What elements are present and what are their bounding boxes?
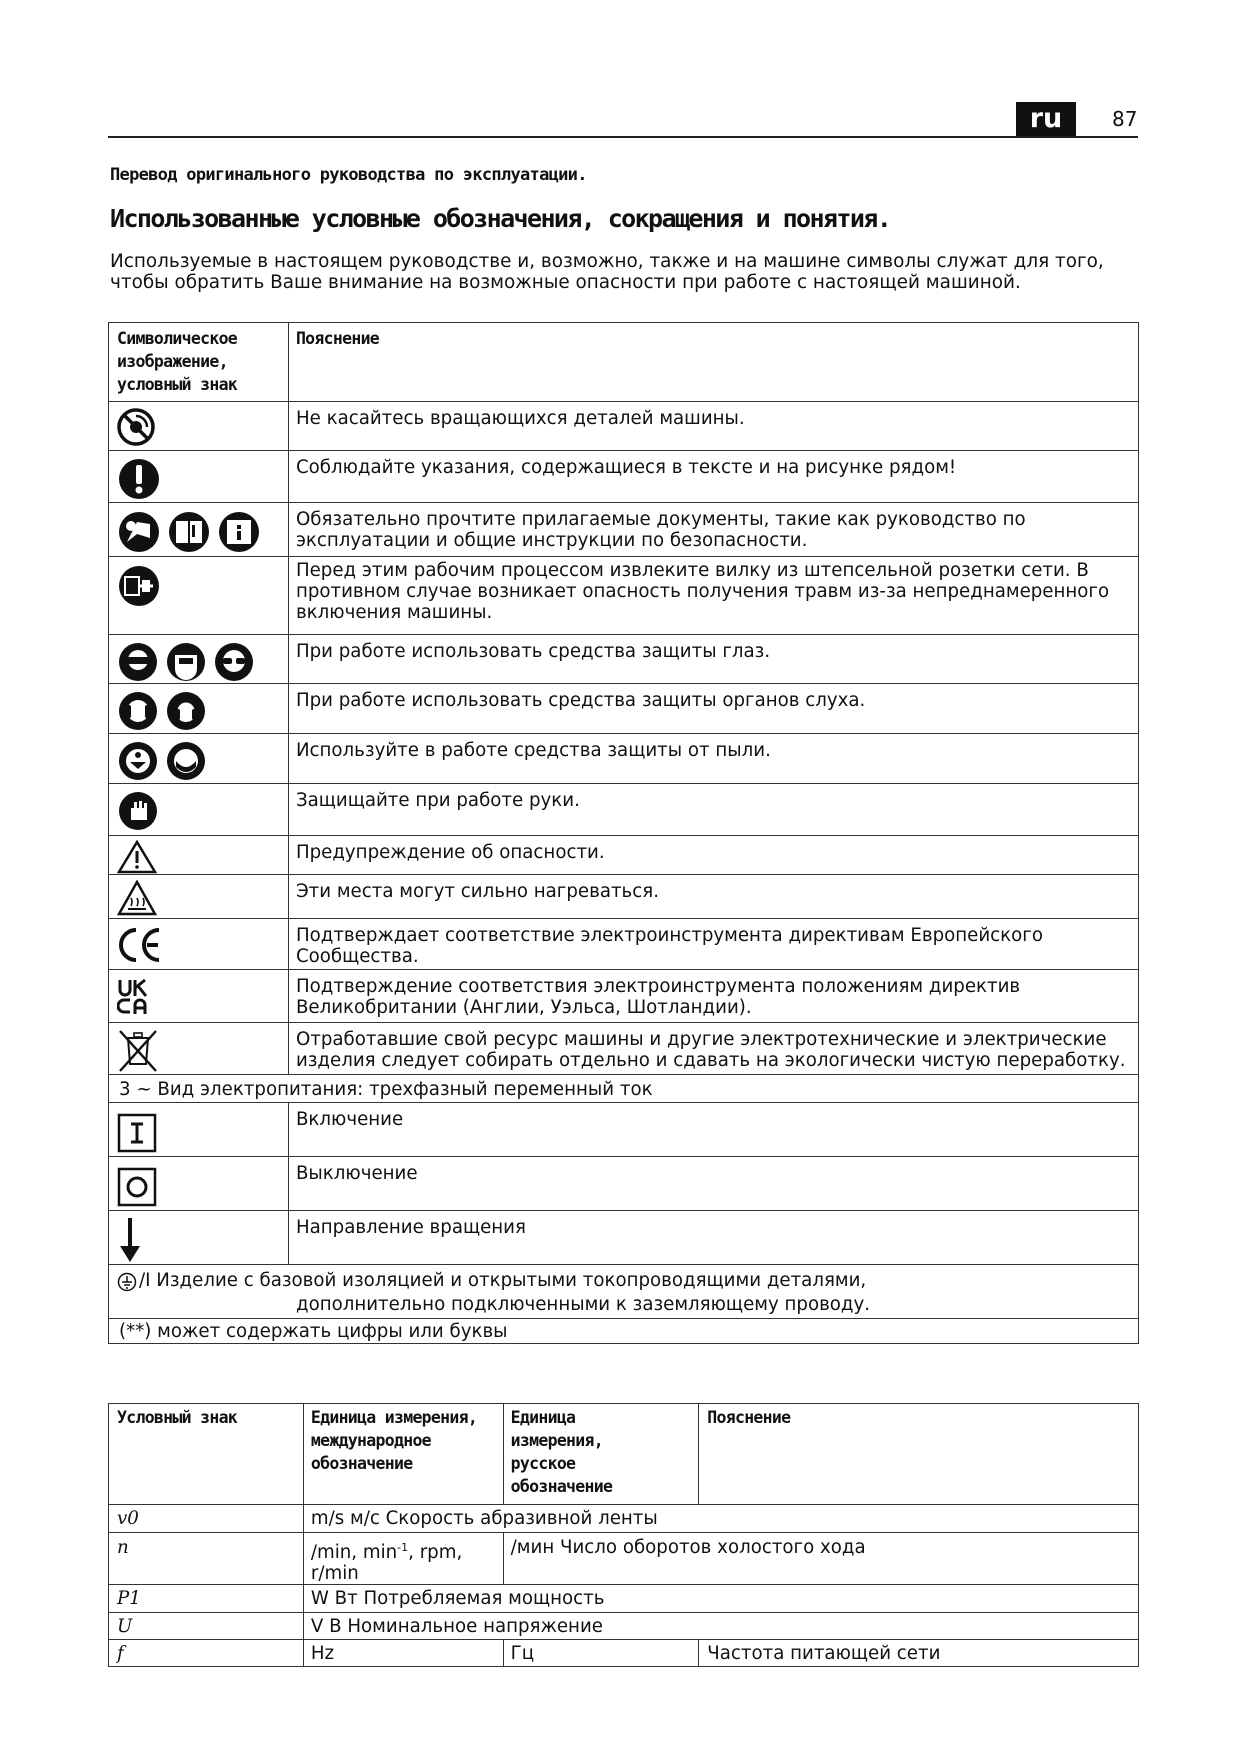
power-off-icon	[117, 1167, 157, 1207]
row-u-text: V В Номинальное напряжение	[310, 1616, 603, 1638]
header-ru-unit: Единица измерения, русское обозначение	[510, 1408, 613, 1496]
header-explanation: Пояснение	[295, 329, 380, 348]
row-p1-text: W Вт Потребляемая мощность	[310, 1588, 605, 1610]
language-badge: ru	[1016, 102, 1076, 136]
header-divider	[108, 136, 1138, 138]
ear-muffs-icon	[165, 690, 207, 732]
row-text: Эти места могут сильно нагреваться.	[295, 881, 659, 902]
ce-mark-icon	[117, 926, 163, 964]
table-row	[109, 635, 1139, 684]
page-number: 87	[1112, 107, 1138, 131]
units-table	[108, 1403, 1139, 1667]
table-row	[109, 402, 1139, 451]
power-on-icon	[117, 1113, 157, 1153]
header-symbol: Условный знак	[117, 1408, 238, 1427]
read-manual-icon	[117, 510, 161, 554]
unit-n-intl: /min, $\min^{-1}$, rpm, r/min	[310, 1541, 463, 1585]
row-text: Отработавшие свой ресурс машины и другие электротехнические и электрические изделия следует собирать отдельно и сдавать на экологически чистую переработку.	[295, 1029, 1126, 1071]
unit-f-intl: Hz	[310, 1643, 335, 1665]
row-text: Подтверждает соответствие электроинструмента директивам Европейского Сообщества.	[295, 925, 1043, 967]
exclamation-icon	[117, 457, 161, 501]
table-row	[109, 919, 1139, 970]
table-row	[109, 1640, 1139, 1667]
row-text: Предупреждение об опасности.	[295, 842, 605, 863]
row-text: Перед этим рабочим процессом извлеките вилку из штепсельной розетки сети. В противном случае возникает опасность получения травм из-за непреднамеренного включения машины.	[295, 560, 1110, 623]
eye-protection-icon	[117, 641, 159, 683]
row-text: Направление вращения	[295, 1217, 526, 1238]
weee-bin-icon	[117, 1028, 159, 1074]
table-row	[109, 734, 1139, 784]
protective-earth-icon-wrap	[117, 1272, 137, 1296]
intro-paragraph: Используемые в настоящем руководстве и, возможно, также и на машине символы служат для того, чтобы обратить Ваше внимание на возможные опасности при работе с настоящей машиной.	[110, 251, 1104, 293]
unplug-icon	[117, 564, 161, 608]
row-text: При работе использовать средства защиты глаз.	[295, 641, 771, 662]
table-row	[109, 875, 1139, 919]
row-text: Защищайте при работе руки.	[295, 790, 580, 811]
goggles-icon	[213, 641, 255, 683]
row-n-text: /мин Число оборотов холостого хода	[510, 1537, 866, 1558]
table-row	[109, 1075, 1139, 1103]
table-row	[109, 1103, 1139, 1157]
unit-f-explanation: Частота питающей сети	[707, 1643, 941, 1665]
symbol-p1: P1	[117, 1588, 141, 1610]
table-row	[109, 1023, 1139, 1075]
no-touch-rotating-icon	[117, 408, 155, 446]
manual-book-icon	[167, 510, 211, 554]
ukca-mark-icon	[117, 977, 151, 1017]
symbol-u: U	[117, 1616, 133, 1638]
row-text: Выключение	[295, 1163, 418, 1184]
row-text: Не касайтесь вращающихся деталей машины.	[295, 408, 745, 429]
row-text: При работе использовать средства защиты органов слуха.	[295, 690, 866, 711]
table-header-row	[109, 1404, 1139, 1505]
table-row	[109, 557, 1139, 635]
table-row	[109, 1265, 1139, 1319]
warning-triangle-icon	[117, 840, 157, 874]
symbols-table	[108, 322, 1139, 1344]
symbol-n: n	[117, 1537, 129, 1558]
three-phase-text: 3 ~ Вид электропитания: трехфазный переменный ток	[119, 1079, 653, 1100]
table-row	[109, 1211, 1139, 1265]
rotation-arrow-icon	[117, 1216, 143, 1264]
table-row	[109, 1533, 1139, 1585]
protective-earth-icon	[117, 1272, 137, 1292]
unit-f-ru: Гц	[510, 1643, 535, 1665]
gloves-icon	[117, 790, 159, 832]
symbol-v0: v0	[117, 1508, 139, 1529]
table-header-row	[109, 323, 1139, 402]
class1-text-cont: дополнительно подключенными к заземляющему проводу.	[296, 1294, 871, 1315]
respirator-icon	[165, 740, 207, 782]
table-row	[109, 1157, 1139, 1211]
row-text: Подтверждение соответствия электроинструмента положениям директив Великобритании (Англии, Уэльса, Шотландии).	[295, 976, 1021, 1018]
table-row	[109, 684, 1139, 734]
table-row	[109, 970, 1139, 1023]
header-intl-unit: Единица измерения, международное обозначение	[310, 1408, 478, 1473]
face-shield-icon	[165, 641, 207, 683]
row-v0-text: m/s м/с Скорость абразивной ленты	[310, 1508, 658, 1529]
table-row	[109, 784, 1139, 836]
dust-protection-icon	[117, 740, 159, 782]
row-text: Обязательно прочтите прилагаемые документы, такие как руководство по эксплуатации и общие инструкции по безопасности.	[295, 509, 1026, 551]
table-row	[109, 1505, 1139, 1533]
footnote-text: (**) может содержать цифры или буквы	[119, 1321, 508, 1342]
page-title: Использованные условные обозначения, сокращения и понятия.	[110, 204, 891, 233]
document-subtitle: Перевод оригинального руководства по эксплуатации.	[110, 165, 587, 185]
header-symbol: Символическое изображение, условный знак	[117, 329, 238, 394]
row-text: Соблюдайте указания, содержащиеся в тексте и на рисунке рядом!	[295, 457, 957, 478]
table-row	[109, 1319, 1139, 1344]
ear-protection-icon	[117, 690, 159, 732]
table-row	[109, 836, 1139, 875]
class1-text: /I Изделие с базовой изоляцией и открытыми токопроводящими деталями,	[139, 1270, 867, 1291]
header-explanation: Пояснение	[707, 1408, 791, 1427]
manual-info-icon	[217, 510, 261, 554]
table-row	[109, 1585, 1139, 1613]
row-text: Включение	[295, 1109, 404, 1130]
table-row	[109, 1613, 1139, 1640]
table-row	[109, 451, 1139, 503]
symbol-f: f	[117, 1643, 124, 1665]
table-row	[109, 503, 1139, 557]
hot-surface-icon	[117, 880, 157, 916]
row-text: Используйте в работе средства защиты от пыли.	[295, 740, 771, 761]
